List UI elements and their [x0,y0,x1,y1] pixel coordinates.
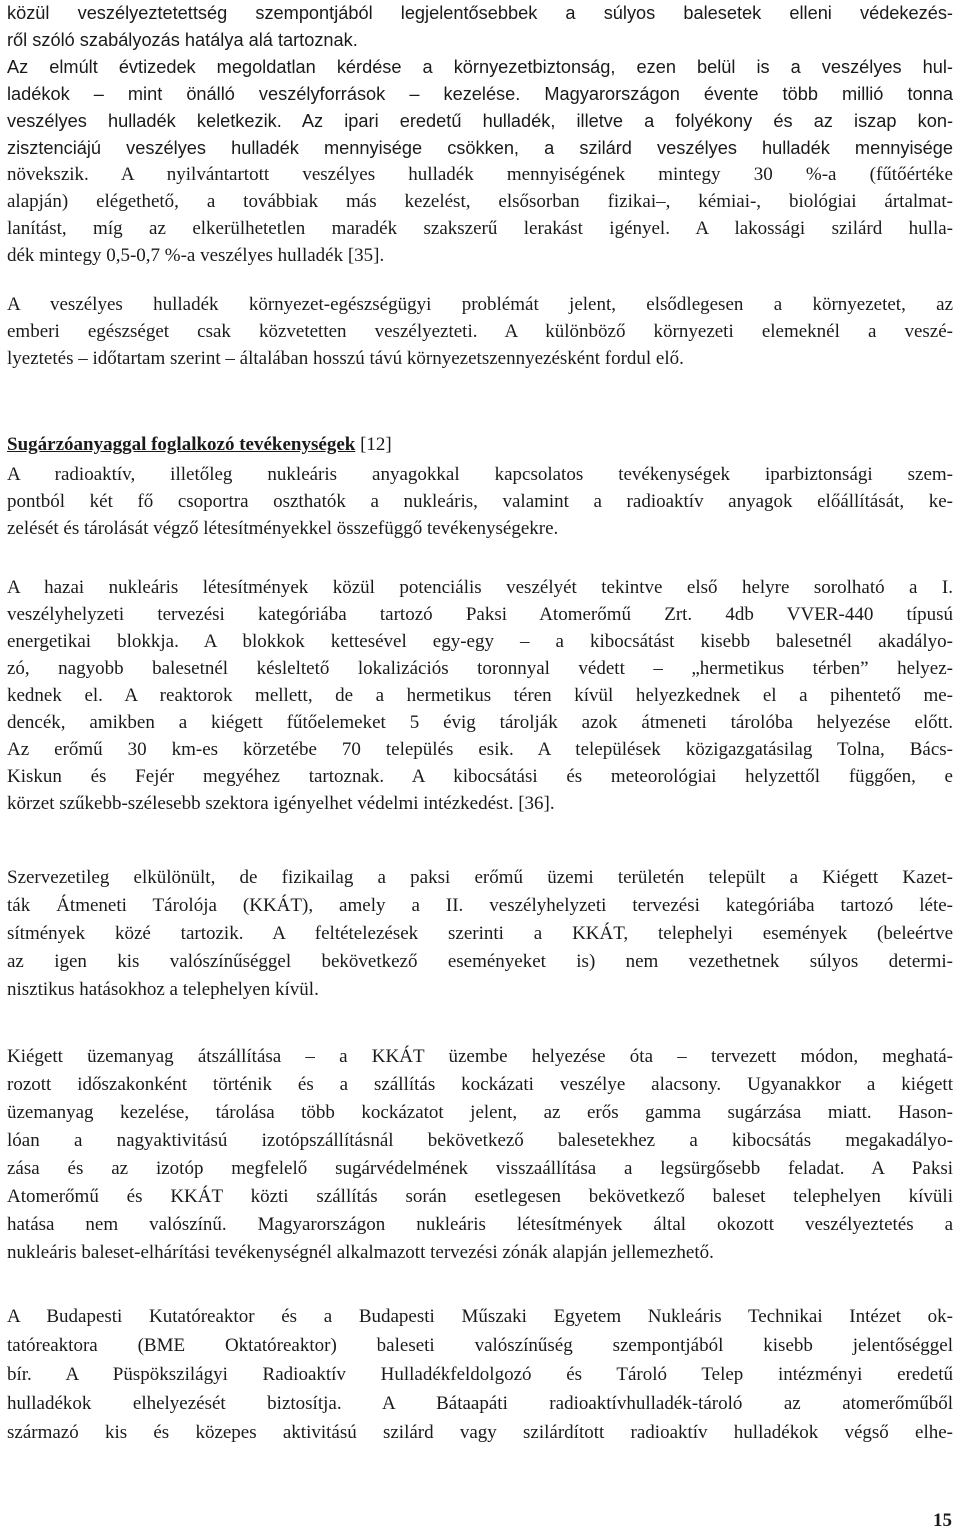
text-line: sítmények közé tartozik. A feltételezések szerinti a KKÁT, telephelyi események (beleértve [7,923,953,944]
text-line: zisztenciájú veszélyes hulladék mennyisége csökken, a szilárd veszélyes hulladék mennyisége [7,138,953,158]
section-heading [7,432,953,458]
text-line: emberi egészséget csak közvetetten veszélyezteti. A különböző környezeti elemeknél a veszé- [7,321,953,342]
heading-reference: [12] [355,434,392,455]
text-line: zelését és tárolását végző létesítményekkel összefüggő tevékenységekre. [7,518,559,539]
text-line: lyeztetés – időtartam szerint – általában hosszú távú környezetszennyezésként fordul elő. [7,348,684,369]
text-line: rozott időszakonként történik és a szállítás kockázati veszélye alacsony. Ugyanakkor a kiégett [7,1074,953,1095]
text-line: bír. A Püspökszilágyi Radioaktív Hulladékfeldolgozó és Tároló Telep intézményi eredetű [7,1364,953,1385]
text-line: veszélyes hulladék keletkezik. Az ipari eredetű hulladék, illetve a folyékony és az iszap kon- [7,111,953,131]
text-line: ről szóló szabályozás hatálya alá tartoznak. [7,30,358,50]
text-line: dencék, amikben a kiégett fűtőelemeket 5 évig tárolják azok átmeneti tárolóba helyezése előtt. [7,712,953,733]
text-line: veszélyhelyzeti tervezési kategóriába tartozó Paksi Atomerőmű Zrt. 4db VVER-440 típusú [7,604,953,625]
text-line: az igen kis valószínűséggel bekövetkező eseményeket is) nem vezethetnek súlyos determi- [7,951,953,972]
text-line: hatása nem valószínű. Magyarországon nukleáris létesítmények által okozott veszélyeztetés a [7,1214,953,1235]
page-number: 15 [933,1510,952,1531]
text-line: A veszélyes hulladék környezet-egészségügyi problémát jelent, elsődlegesen a környezetet, az [7,294,953,315]
text-line: üzemanyag kezelése, tárolása több kockázatot jelent, az erős gamma sugárzása miatt. Hason- [7,1102,953,1123]
text-line: Kiskun és Fejér megyéhez tartoznak. A kibocsátási és meteorológiai helyzettől függően, e [7,766,953,787]
text-line: pontból két fő csoportra oszthatók a nukleáris, valamint a radioaktív anyagok előállítását, ke- [7,491,953,512]
text-line: A radioaktív, illetőleg nukleáris anyagokkal kapcsolatos tevékenységek iparbiztonsági szem- [7,464,953,485]
text-line: növekszik. A nyilvántartott veszélyes hulladék mennyiségének mintegy 30 %-a (fűtőértéke [7,164,953,185]
text-line: körzet szűkebb-szélesebb szektora igényelhet védelmi intézkedést. [36]. [7,793,555,814]
text-line: A hazai nukleáris létesítmények közül potenciális veszélyét tekintve első helyre sorolható a I. [7,577,953,598]
heading-title: Sugárzóanyaggal foglalkozó tevékenységek [7,434,356,455]
text-line: Az erőmű 30 km-es körzetébe 70 település esik. A települések közigazgatásilag Tolna, Bács- [7,739,953,760]
text-line: alapján) elégethető, a továbbiak más kezelést, elsősorban fizikai–, kémiai-, biológiai ártalmat- [7,191,953,212]
text-line: Kiégett üzemanyag átszállítása – a KKÁT üzembe helyezése óta – tervezett módon, meghatá- [7,1046,953,1067]
text-line: nukleáris baleset-elhárítási tevékenységnél alkalmazott tervezési zónák alapján jellemezhető. [7,1242,714,1263]
text-line: energetikai blokkja. A blokkok kettesével egy-egy – a kibocsátást kisebb balesetnél akadályo- [7,631,953,652]
text-line: dék mintegy 0,5-0,7 %-a veszélyes hulladék [35]. [7,245,385,266]
text-line: ladékok – mint önálló veszélyforrások – kezelése. Magyarországon évente több millió tonna [7,84,953,104]
text-line: Szervezetileg elkülönült, de fizikailag a paksi erőmű üzemi területén települt a Kiégett Kazet- [7,867,953,888]
text-line: A Budapesti Kutatóreaktor és a Budapesti Műszaki Egyetem Nukleáris Technikai Intézet ok- [7,1306,953,1327]
text-line: nisztikus hatásokhoz a telephelyen kívül. [7,979,319,1000]
text-line: ták Átmeneti Tárolója (KKÁT), amely a II. veszélyhelyzeti tervezési kategóriába tartozó léte- [7,895,953,916]
text-line: Atomerőmű és KKÁT közti szállítás során esetlegesen bekövetkező baleset telephelyen kívüli [7,1186,953,1207]
text-line: lanítást, míg az elkerülhetetlen maradék szakszerű lerakást igényel. A lakossági szilárd hulla- [7,218,953,239]
text-line: kednek el. A reaktorok mellett, de a hermetikus téren kívül helyezkednek el a pihentető me- [7,685,953,706]
text-line: lóan a nagyaktivitású izotópszállításnál bekövetkező balesetekhez a kibocsátás megakadályo- [7,1130,953,1151]
text-line: tatóreaktora (BME Oktatóreaktor) baleseti valószínűség szempontjából kisebb jelentőséggel [7,1335,953,1356]
text-line: származó kis és közepes aktivitású szilárd vagy szilárdított radioaktív hulladékok végső elhe- [7,1422,953,1443]
text-line: zása és az izotóp megfelelő sugárvédelmének visszaállítása a legsürgősebb feladat. A Paksi [7,1158,953,1179]
text-line: Az elmúlt évtizedek megoldatlan kérdése a környezetbiztonság, ezen belül is a veszélyes hul- [7,57,953,77]
text-line: zó, nagyobb balesetnél késleltető lokalizációs toronnyal védett – „hermetikus térben” helyez- [7,658,953,679]
text-line: közül veszélyeztetettség szempontjából legjelentősebbek a súlyos balesetek elleni védekezés- [7,3,953,23]
text-line: hulladékok elhelyezését biztosítja. A Bátaapáti radioaktívhulladék-tároló az atomerőműből [7,1393,953,1414]
